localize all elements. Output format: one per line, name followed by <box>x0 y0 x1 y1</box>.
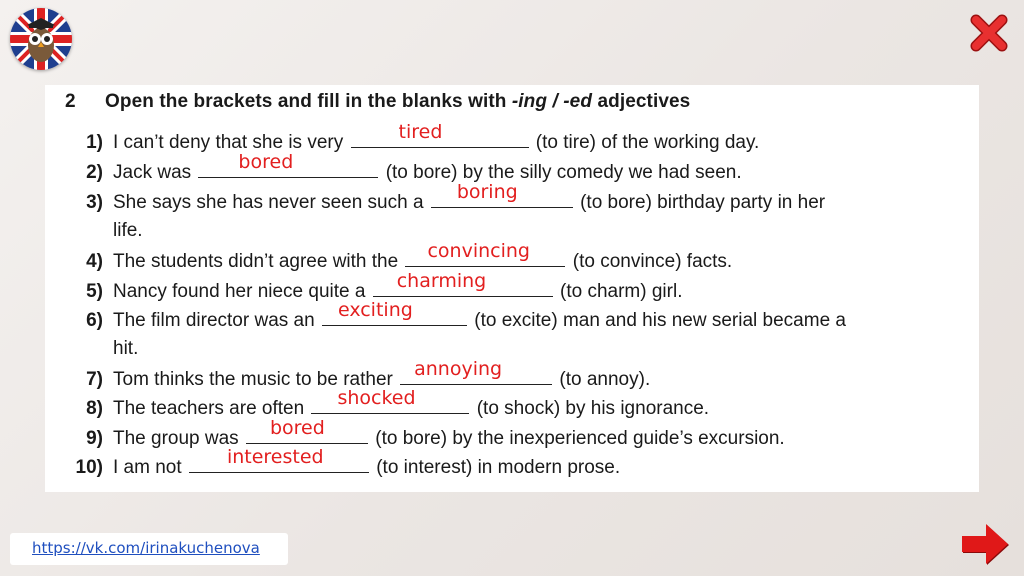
answer-blank[interactable] <box>198 151 378 178</box>
ing-suffix: -ing <box>511 91 548 112</box>
item-text-before: The teachers are often <box>113 398 305 419</box>
next-arrow-icon <box>960 522 1010 566</box>
answer-text: bored <box>269 417 325 439</box>
item-text-after: (to interest) in modern prose. <box>376 457 621 478</box>
answer-text: convincing <box>427 240 530 262</box>
owl-logo-icon <box>10 8 72 70</box>
item-number: 4) <box>86 251 103 272</box>
item-text-after: (to charm) girl. <box>560 281 683 302</box>
item-number: 9) <box>86 428 103 449</box>
exercise-item <box>53 121 760 156</box>
close-button[interactable] <box>968 12 1010 54</box>
answer-text: shocked <box>337 387 416 409</box>
item-number: 2) <box>86 162 103 183</box>
item-text-before: Tom thinks the music to be rather <box>113 369 393 390</box>
slash: / <box>552 91 558 112</box>
item-text-after: (to annoy). <box>559 369 651 390</box>
answer-text: tired <box>398 121 443 143</box>
answer-text: exciting <box>337 299 413 321</box>
exercise-item <box>53 240 733 275</box>
answer-text: bored <box>238 151 294 173</box>
exercise-number: 2 <box>65 91 76 112</box>
answer-blank[interactable] <box>373 270 553 297</box>
answer-blank[interactable] <box>351 121 529 148</box>
exercise-heading <box>65 91 690 113</box>
item-text-after: (to tire) of the working day. <box>535 132 760 153</box>
next-button[interactable] <box>960 522 1010 566</box>
item-number: 6) <box>86 310 103 331</box>
answer-text: boring <box>456 181 518 203</box>
item-text-before: I am not <box>113 457 182 478</box>
item-text-before: Nancy found her niece quite a <box>113 281 366 302</box>
exercise-instruction-end: adjectives <box>597 91 691 112</box>
exercise-item <box>53 181 826 216</box>
item-continuation: life. <box>113 220 143 241</box>
answer-blank[interactable] <box>431 181 573 208</box>
item-number: 8) <box>86 398 103 419</box>
item-number: 10) <box>75 457 103 478</box>
answer-text: interested <box>226 446 324 468</box>
ed-suffix: -ed <box>563 91 593 112</box>
item-continuation: hit. <box>113 338 139 359</box>
answer-blank[interactable] <box>322 299 467 326</box>
close-x-icon <box>968 12 1010 54</box>
exercise-item <box>53 299 846 334</box>
exercise-item <box>53 446 621 481</box>
item-text-before: She says she has never seen such a <box>113 192 424 213</box>
item-number: 3) <box>86 192 103 213</box>
exercise-item <box>53 417 785 452</box>
answer-blank[interactable] <box>400 358 552 385</box>
item-text-before: The students didn’t agree with the <box>113 251 399 272</box>
item-text-after: (to shock) by his ignorance. <box>476 398 710 419</box>
item-text-after: (to excite) man and his new serial became a <box>474 310 846 331</box>
answer-blank[interactable] <box>246 417 368 444</box>
item-text-before: The group was <box>113 428 239 449</box>
item-text-before: Jack was <box>113 162 192 183</box>
item-text-after: (to bore) by the silly comedy we had seen. <box>385 162 742 183</box>
item-number: 7) <box>86 369 103 390</box>
answer-blank[interactable] <box>311 387 469 414</box>
item-text-before: The film director was an <box>113 310 315 331</box>
answer-text: annoying <box>414 358 503 380</box>
item-text-before: I can’t deny that she is very <box>113 132 344 153</box>
item-number: 1) <box>86 132 103 153</box>
item-text-after: (to convince) facts. <box>572 251 733 272</box>
item-text-after: (to bore) by the inexperienced guide’s excursion. <box>375 428 785 449</box>
item-text-after: (to bore) birthday party in her <box>580 192 826 213</box>
item-number: 5) <box>86 281 103 302</box>
answer-text: charming <box>396 270 487 292</box>
exercise-instruction: Open the brackets and fill in the blanks with <box>105 91 507 112</box>
answer-blank[interactable] <box>189 446 369 473</box>
link-box <box>10 533 288 565</box>
vk-link[interactable]: https://vk.com/irinakuchenova <box>32 539 260 557</box>
exercise-item <box>53 151 742 186</box>
exercise-item <box>53 387 710 422</box>
answer-blank[interactable] <box>405 240 565 267</box>
exercise-card <box>45 85 979 492</box>
